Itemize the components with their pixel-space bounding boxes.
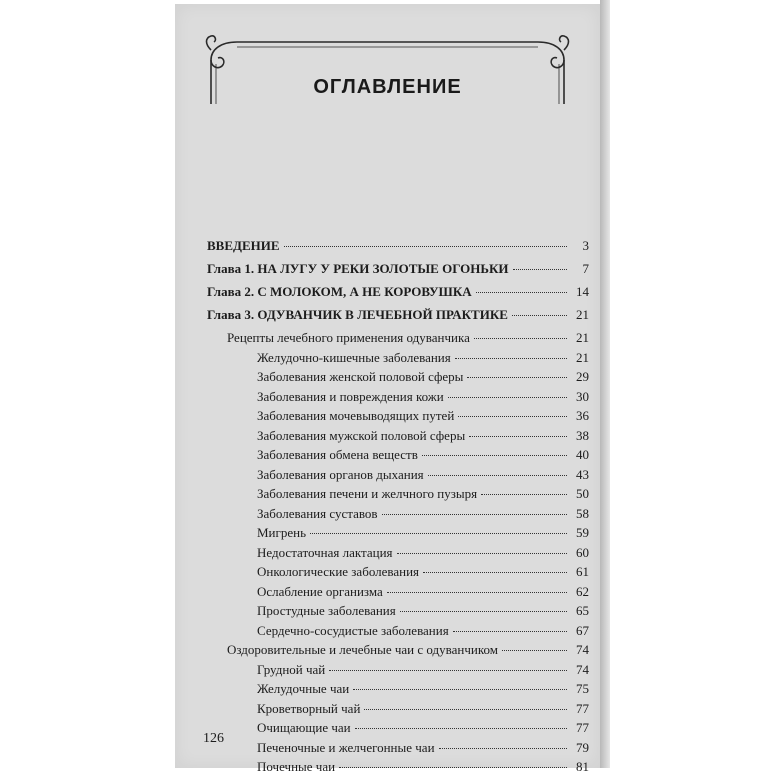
table-of-contents: [207, 238, 589, 779]
toc-entry-subsection: Онкологические заболевания 61: [257, 564, 589, 579]
toc-entry-subsection: Желудочно-кишечные заболевания 21: [257, 349, 589, 365]
book-spine-edge: [600, 0, 610, 768]
toc-entry-subsection: Очищающие чаи 77: [257, 720, 589, 735]
toc-entry-subsection: Желудочные чаи 75: [257, 681, 589, 696]
toc-entry-section: Рецепты лечебного применения одуванчика 21: [227, 330, 589, 345]
toc-entry-subsection: Заболевания суставов 58: [257, 505, 589, 521]
toc-entry-subsection: Мигрень 59: [257, 525, 589, 540]
book-page: [175, 4, 600, 774]
toc-entry-subsection: Простудные заболевания 65: [257, 603, 589, 618]
toc-entry-subsection: Заболевания мужской половой сферы 38: [257, 427, 589, 443]
toc-entry-subsection: Заболевания женской половой сферы 29: [257, 369, 589, 384]
toc-entry-subsection: Заболевания обмена веществ 40: [257, 447, 589, 462]
toc-entry-subsection: Грудной чай 74: [257, 661, 589, 677]
toc-entry-chapter-3: Глава 3. ОДУВАНЧИК В ЛЕЧЕБНОЙ ПРАКТИКЕ 21: [207, 307, 589, 322]
toc-entry-chapter-1: Глава 1. НА ЛУГУ У РЕКИ ЗОЛОТЫЕ ОГОНЬКИ 7: [207, 261, 589, 276]
toc-entry-subsection: Заболевания и повреждения кожи 30: [257, 388, 589, 404]
toc-entry-chapter-2: Глава 2. С МОЛОКОМ, А НЕ КОРОВУШКА 14: [207, 284, 589, 299]
toc-entry-subsection: Почечные чаи 81: [257, 759, 589, 774]
toc-entry-section: Оздоровительные и лечебные чаи с одуванчиком 74: [227, 642, 589, 657]
toc-entry-subsection: Заболевания органов дыхания 43: [257, 466, 589, 482]
toc-entry-subsection: Кроветворный чай 77: [257, 700, 589, 716]
toc-entry-subsection: Недостаточная лактация 60: [257, 544, 589, 560]
page-title: ОГЛАВЛЕНИЕ: [313, 76, 462, 98]
toc-entry-intro: ВВЕДЕНИЕ 3: [207, 238, 589, 253]
toc-entry-subsection: Заболевания мочевыводящих путей 36: [257, 408, 589, 423]
toc-entry-subsection: Сердечно-сосудистые заболевания 67: [257, 622, 589, 638]
page-number: 126: [203, 731, 224, 746]
toc-entry-subsection: Печеночные и желчегонные чаи 79: [257, 739, 589, 755]
toc-entry-subsection: Заболевания печени и желчного пузыря 50: [257, 486, 589, 501]
toc-entry-subsection: Ослабление организма 62: [257, 583, 589, 599]
